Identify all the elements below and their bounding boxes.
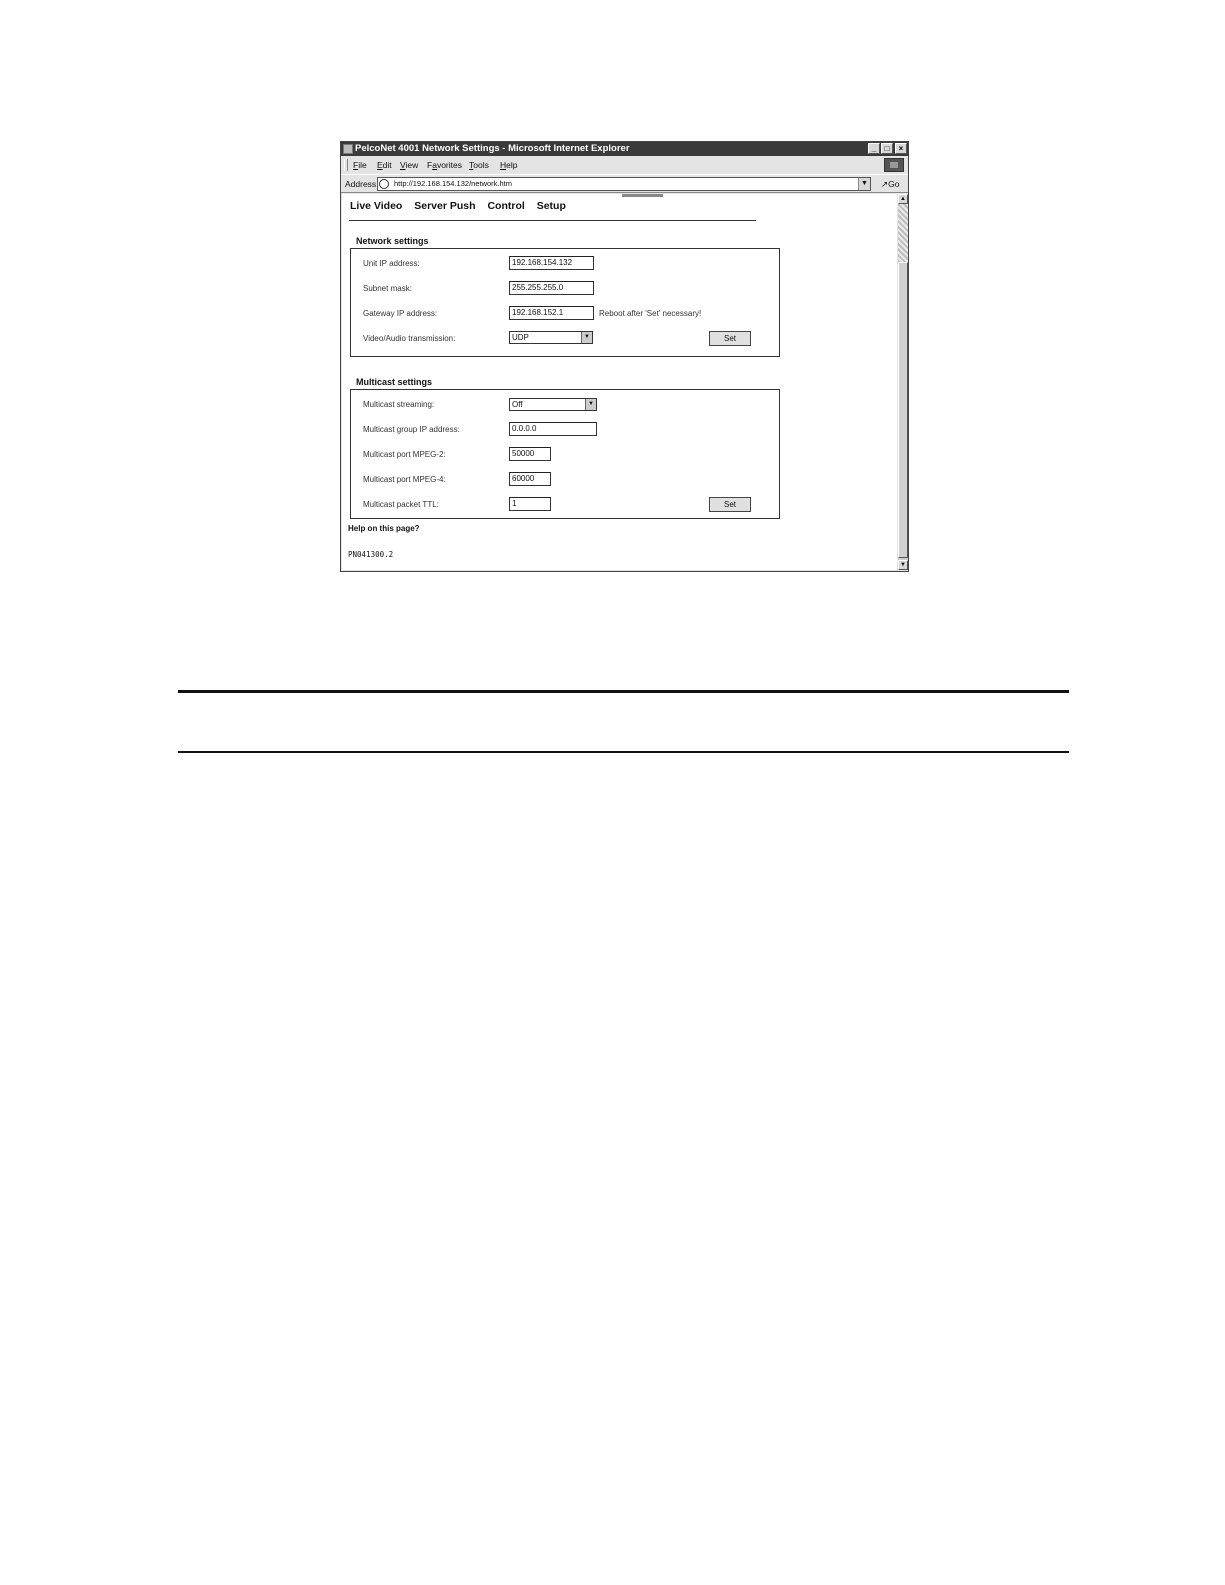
- scroll-down-button[interactable]: ▼: [898, 560, 908, 570]
- multicast-streaming-label: Multicast streaming:: [363, 400, 435, 409]
- go-button[interactable]: ↗Go: [881, 179, 900, 189]
- window-title: PelcoNet 4001 Network Settings - Microsoft Internet Explorer: [355, 143, 630, 154]
- nav-live-video[interactable]: Live Video: [350, 200, 403, 212]
- menu-help[interactable]: Help: [500, 160, 518, 170]
- page-rule-top: [178, 690, 1069, 693]
- multicast-port-mpeg2-label: Multicast port MPEG-2:: [363, 450, 446, 459]
- ie-app-icon: [343, 144, 353, 154]
- subnet-mask-input[interactable]: 255.255.255.0: [509, 281, 594, 295]
- reboot-note: Reboot after 'Set' necessary!: [599, 309, 702, 318]
- menu-view[interactable]: View: [400, 160, 419, 170]
- multicast-streaming-select[interactable]: Off ▼: [509, 398, 597, 411]
- multicast-settings-box: [350, 389, 780, 519]
- transmission-label: Video/Audio transmission:: [363, 334, 456, 343]
- address-input[interactable]: [377, 177, 871, 191]
- windows-logo-icon: [884, 158, 904, 172]
- nav-server-push[interactable]: Server Push: [414, 200, 476, 212]
- transmission-select[interactable]: UDP ▼: [509, 331, 593, 344]
- unit-ip-label: Unit IP address:: [363, 259, 420, 268]
- gateway-ip-label: Gateway IP address:: [363, 309, 438, 318]
- toolbar-grip[interactable]: [344, 159, 348, 171]
- title-bar: [341, 142, 908, 156]
- multicast-settings-title: Multicast settings: [356, 377, 433, 387]
- vertical-scrollbar[interactable]: [898, 194, 908, 570]
- network-set-button[interactable]: Set: [709, 331, 751, 346]
- top-nav: [350, 200, 575, 212]
- multicast-port-mpeg2-input[interactable]: 50000: [509, 447, 551, 461]
- address-bar: [341, 174, 908, 193]
- go-arrow-icon: ↗: [881, 179, 889, 189]
- network-settings-box: [350, 248, 780, 357]
- document-number: PN041300.2: [348, 550, 394, 559]
- scroll-thumb[interactable]: [898, 262, 908, 558]
- multicast-ttl-label: Multicast packet TTL:: [363, 500, 439, 509]
- address-dropdown-button[interactable]: ▼: [858, 178, 870, 190]
- multicast-group-ip-label: Multicast group IP address:: [363, 425, 460, 434]
- multicast-set-button[interactable]: Set: [709, 497, 751, 512]
- scroll-track[interactable]: [898, 204, 908, 262]
- menu-file[interactable]: File: [353, 160, 367, 170]
- nav-control[interactable]: Control: [487, 200, 525, 212]
- address-url: http://192.168.154.132/network.htm: [394, 179, 512, 188]
- page-content: [342, 194, 897, 570]
- address-label: Address: [345, 179, 377, 189]
- close-button[interactable]: ×: [895, 143, 907, 154]
- multicast-ttl-input[interactable]: 1: [509, 497, 551, 511]
- nav-setup[interactable]: Setup: [536, 200, 566, 212]
- page-rule-bottom: [178, 751, 1069, 753]
- menu-edit[interactable]: Edit: [377, 160, 392, 170]
- nav-divider: [349, 220, 756, 221]
- subnet-mask-label: Subnet mask:: [363, 284, 412, 293]
- network-settings-title: Network settings: [356, 236, 429, 246]
- page-icon: [379, 179, 389, 189]
- multicast-port-mpeg4-input[interactable]: 60000: [509, 472, 551, 486]
- gateway-ip-input[interactable]: 192.168.152.1: [509, 306, 594, 320]
- multicast-port-mpeg4-label: Multicast port MPEG-4:: [363, 475, 446, 484]
- menu-favorites[interactable]: Favorites: [427, 160, 462, 170]
- maximize-button[interactable]: □: [881, 143, 893, 154]
- scroll-up-button[interactable]: ▲: [898, 194, 908, 204]
- page-top-mark: [622, 194, 663, 197]
- chevron-down-icon: ▼: [585, 399, 596, 410]
- menu-bar: [341, 157, 908, 173]
- help-link[interactable]: Help on this page?: [348, 524, 420, 533]
- menu-tools[interactable]: Tools: [469, 160, 489, 170]
- chevron-down-icon: ▼: [581, 332, 592, 343]
- unit-ip-input[interactable]: 192.168.154.132: [509, 256, 594, 270]
- multicast-group-ip-input[interactable]: 0.0.0.0: [509, 422, 597, 436]
- browser-window: [340, 141, 909, 572]
- minimize-button[interactable]: _: [868, 143, 880, 154]
